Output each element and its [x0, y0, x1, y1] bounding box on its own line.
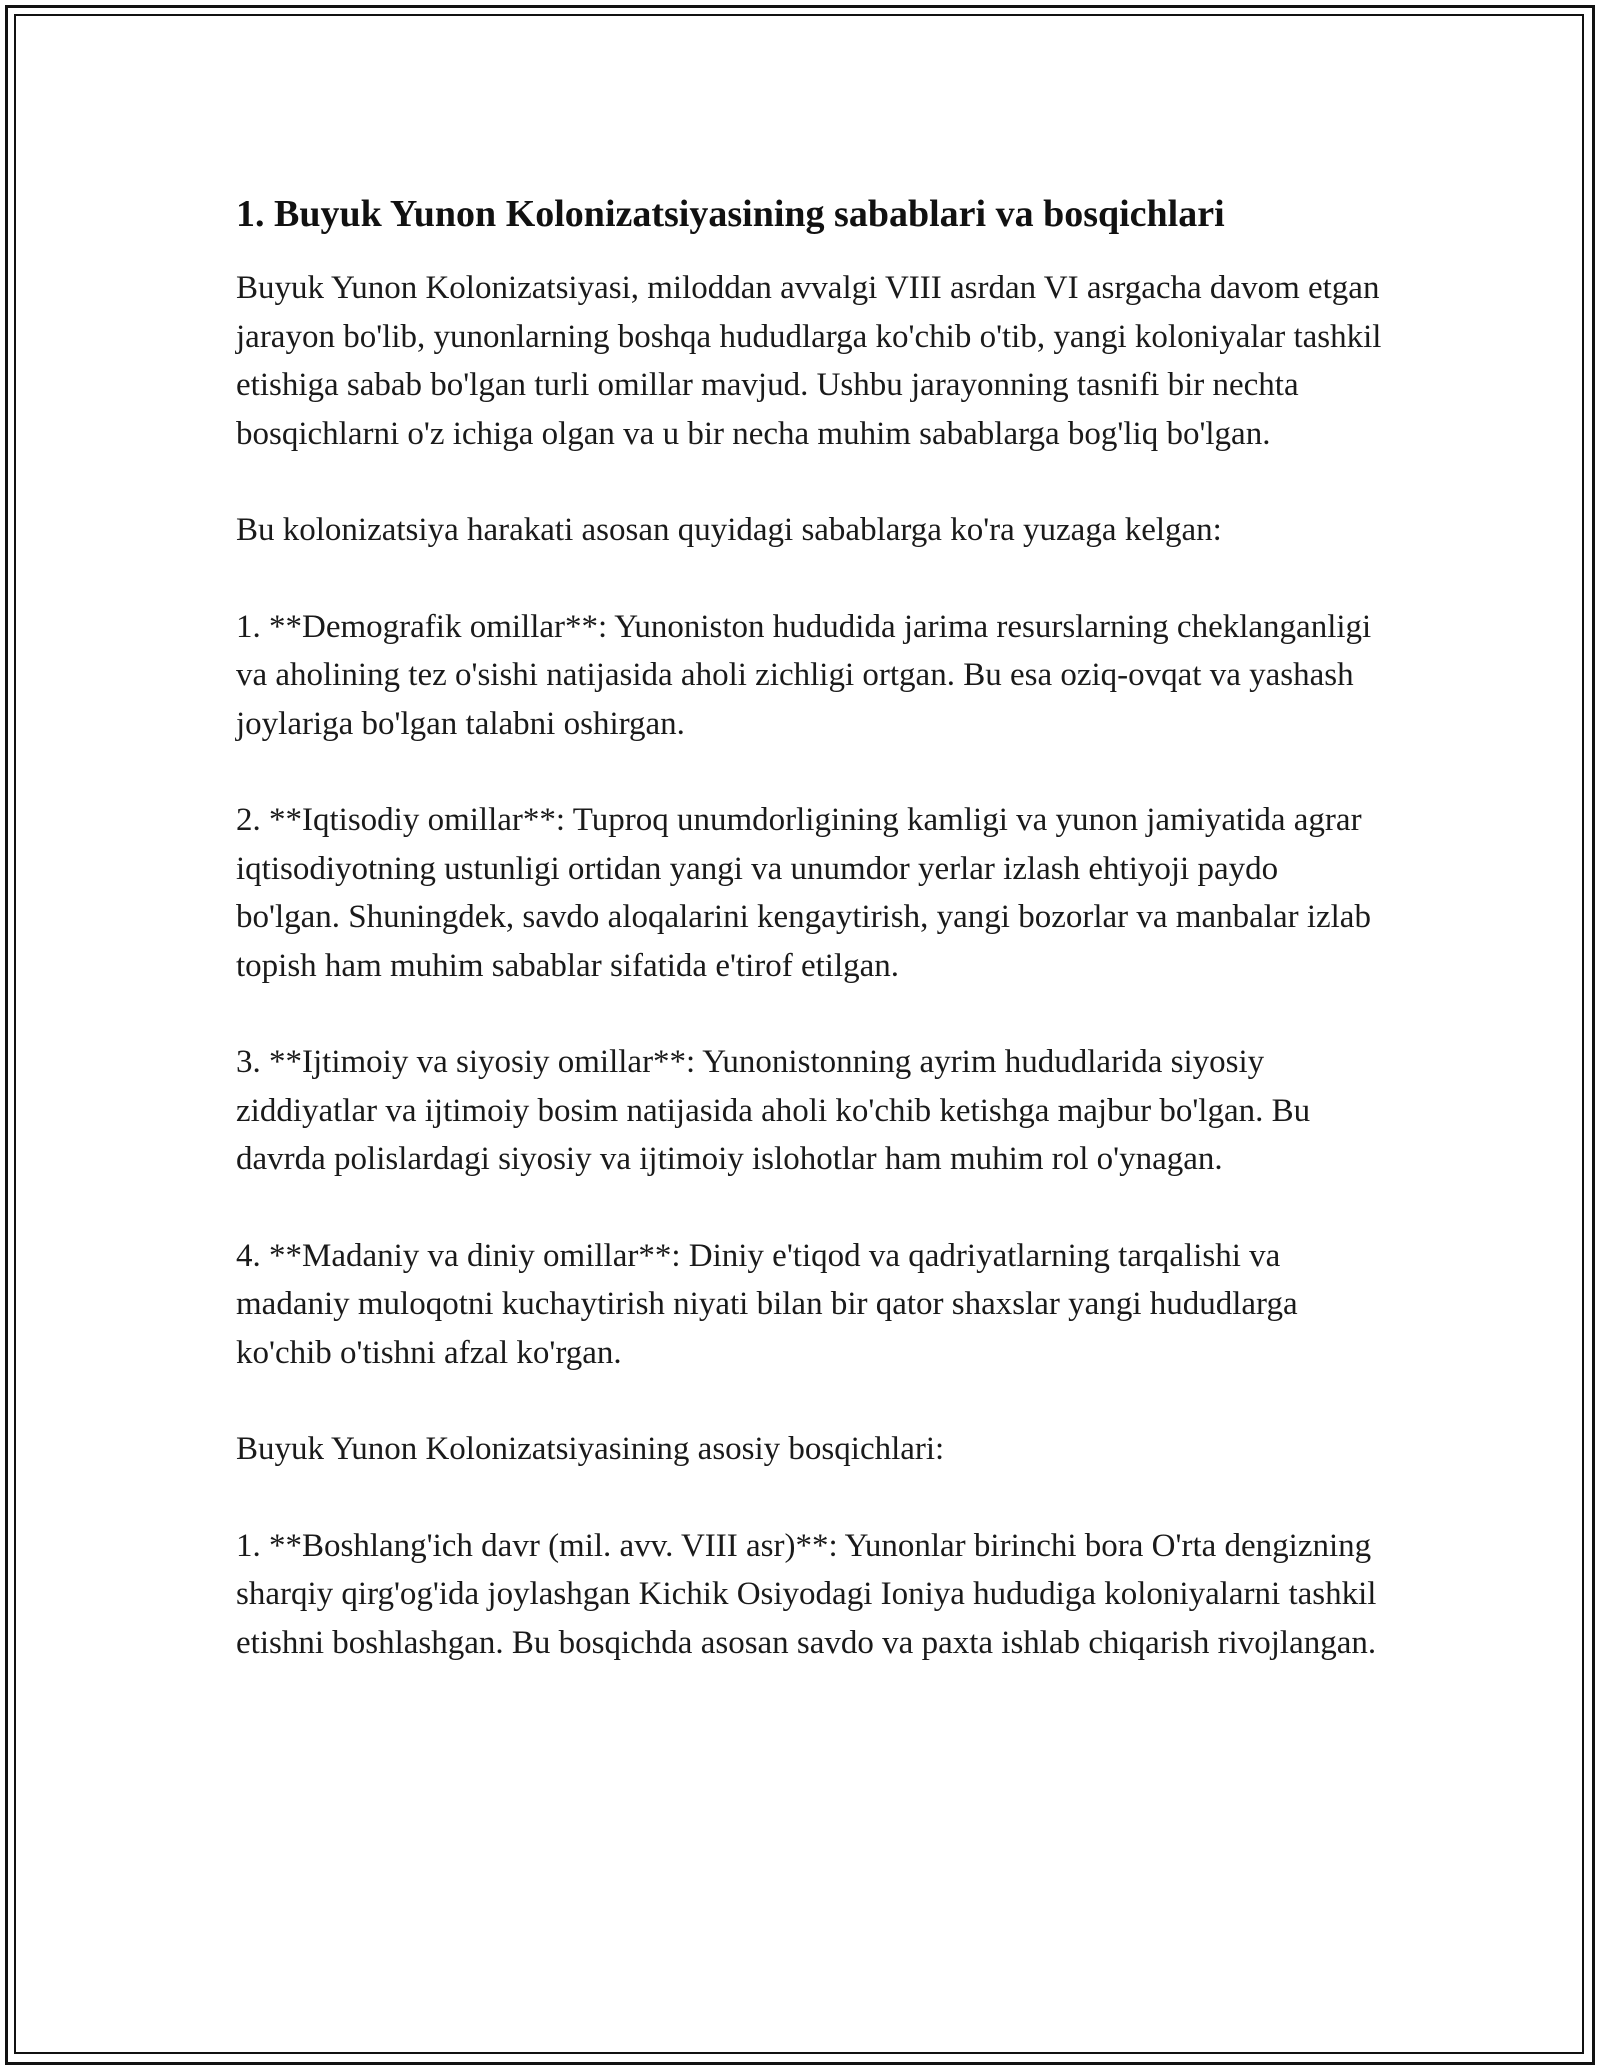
paragraph-economic-factors: 2. **Iqtisodiy omillar**: Tuproq unumdorligining kamligi va yunon jamiyatida agrar iqtisodiyotning ustunligi ortidan yangi va unumdor yerlar izlash ehtiyoji paydo bo'lgan. Shuningdek, savdo aloqalarini kengaytirish, yangi bozorlar va manbalar izlab topish ham muhim sabablar sifatida e'tirof etilgan. — [236, 802, 1371, 984]
document-body — [236, 186, 1386, 1715]
paragraph-intro: Buyuk Yunon Kolonizatsiyasi, miloddan avvalgi VIII asrdan VI asrgacha davom etgan jarayon bo'lib, yunonlarning boshqa hududlarga ko'chib o'tib, yangi koloniyalar tashkil etishiga sabab bo'lgan turli omillar mavjud. Ushbu jarayonning tasnifi bir nechta bosqichlarni o'z ichiga olgan va u bir necha muhim sabablarga bog'liq bo'lgan. — [236, 270, 1382, 452]
document-heading: 1. Buyuk Yunon Kolonizatsiyasining sabablari va bosqichlari — [236, 193, 1225, 235]
paragraph-stages-lead: Buyuk Yunon Kolonizatsiyasining asosiy bosqichlari: — [236, 1431, 945, 1467]
paragraph-social-political-factors: 3. **Ijtimoiy va siyosiy omillar**: Yunonistonning ayrim hududlarida siyosiy ziddiyatlar va ijtimoiy bosim natijasida aholi ko'chib ketishga majbur bo'lgan. Bu davrda polislardagi siyosiy va ijtimoiy islohotlar ham muhim rol o'ynagan. — [236, 1044, 1311, 1177]
paragraph-causes-lead: Bu kolonizatsiya harakati asosan quyidagi sabablarga ko'ra yuzaga kelgan: — [236, 512, 1222, 548]
paragraph-initial-stage: 1. **Boshlang'ich davr (mil. avv. VIII asr)**: Yunonlar birinchi bora O'rta dengizning sharqiy qirg'og'ida joylashgan Kichik Osiyodagi Ioniya hududiga koloniyalarni tashkil etishni boshlashgan. Bu bosqichda asosan savdo va paxta ishlab chiqarish rivojlangan. — [236, 1527, 1377, 1661]
paragraph-cultural-religious-factors: 4. **Madaniy va diniy omillar**: Diniy e'tiqod va qadriyatlarning tarqalishi va madaniy muloqotni kuchaytirish niyati bilan bir qator shaxslar yangi hududlarga ko'chib o'tishni afzal ko'rgan. — [236, 1237, 1298, 1371]
paragraph-demographic-factors: 1. **Demografik omillar**: Yunoniston hududida jarima resurslarning cheklanganligi va aholining tez o'sishi natijasida aholi zichligi ortgan. Bu esa oziq-ovqat va yashash joylariga bo'lgan talabni oshirgan. — [236, 608, 1372, 742]
